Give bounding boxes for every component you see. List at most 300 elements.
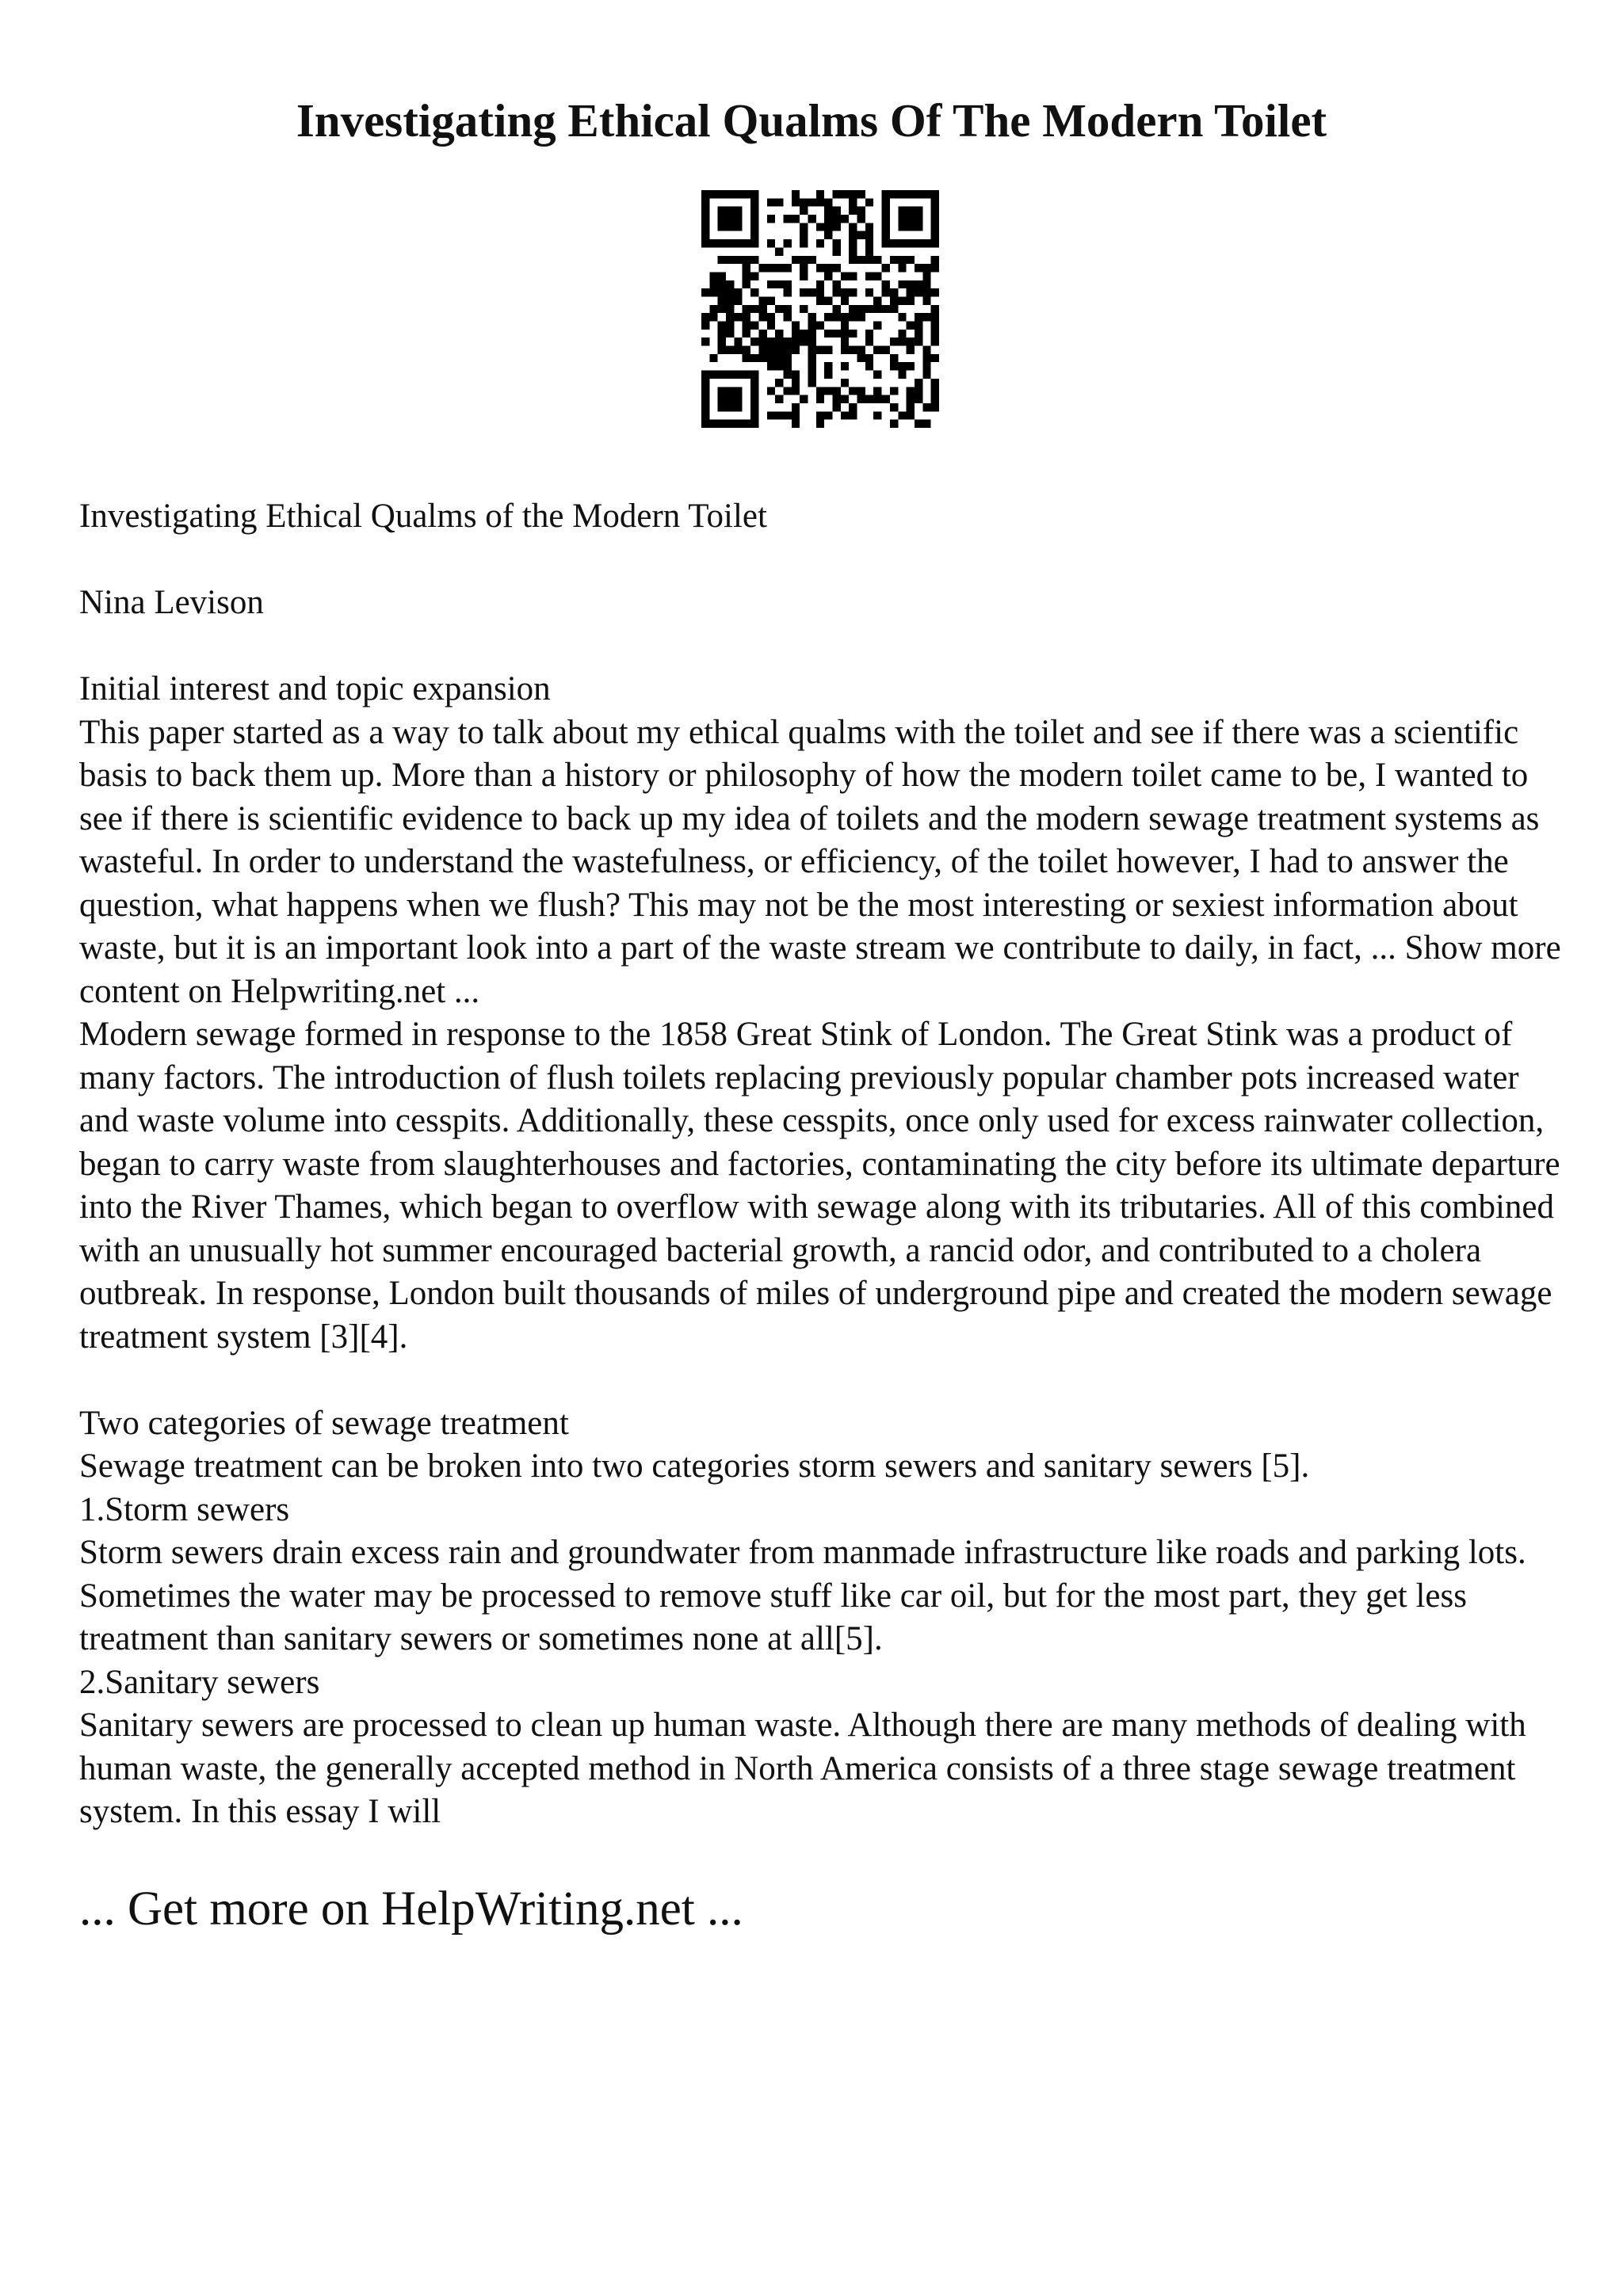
- qr-module: [800, 264, 808, 272]
- qr-module: [792, 198, 800, 206]
- qr-module: [833, 223, 841, 231]
- qr-module: [750, 239, 758, 247]
- qr-module: [907, 362, 915, 370]
- qr-module: [816, 387, 824, 395]
- qr-module: [726, 207, 734, 215]
- qr-module: [816, 264, 824, 272]
- qr-module: [709, 305, 717, 313]
- qr-module: [882, 198, 890, 206]
- qr-module: [767, 280, 775, 288]
- qr-module: [857, 231, 865, 239]
- qr-module: [890, 305, 898, 313]
- qr-module: [890, 288, 898, 296]
- qr-module: [915, 264, 922, 272]
- qr-module: [849, 411, 857, 419]
- qr-module: [931, 322, 939, 330]
- qr-module: [865, 272, 873, 280]
- qr-module: [750, 215, 758, 223]
- qr-module: [767, 346, 775, 354]
- qr-module: [882, 190, 890, 198]
- qr-module: [833, 288, 841, 296]
- qr-module: [873, 395, 881, 403]
- qr-module: [750, 395, 758, 403]
- qr-module: [800, 338, 808, 345]
- qr-module: [890, 256, 898, 264]
- qr-module: [734, 190, 742, 198]
- qr-module: [718, 395, 726, 403]
- qr-module: [718, 256, 726, 264]
- qr-module: [750, 256, 758, 264]
- qr-module: [701, 198, 709, 206]
- qr-module: [907, 395, 915, 403]
- qr-module: [833, 387, 841, 395]
- qr-module: [734, 371, 742, 379]
- qr-module: [857, 313, 865, 321]
- qr-module: [857, 256, 865, 264]
- qr-module: [931, 330, 939, 338]
- qr-module: [865, 362, 873, 370]
- qr-module: [726, 223, 734, 231]
- qr-module: [718, 272, 726, 280]
- qr-module: [726, 346, 734, 354]
- subheading-sanitary-sewers: 2.Sanitary sewers: [79, 1663, 320, 1701]
- qr-module: [849, 305, 857, 313]
- qr-module: [849, 239, 857, 247]
- qr-module: [907, 288, 915, 296]
- qr-module: [734, 296, 742, 304]
- document-subtitle: Investigating Ethical Qualms of the Modern Toilet: [79, 498, 767, 535]
- qr-module: [701, 313, 709, 321]
- qr-module: [922, 371, 930, 379]
- qr-module: [873, 305, 881, 313]
- qr-module: [931, 313, 939, 321]
- qr-module: [824, 313, 832, 321]
- qr-module: [907, 411, 915, 419]
- qr-module: [865, 338, 873, 345]
- qr-module: [816, 223, 824, 231]
- qr-module: [750, 223, 758, 231]
- qr-module: [718, 239, 726, 247]
- qr-module: [833, 280, 841, 288]
- qr-module: [824, 346, 832, 354]
- qr-module: [816, 395, 824, 403]
- qr-module: [931, 338, 939, 345]
- qr-module: [865, 247, 873, 255]
- qr-module: [931, 190, 939, 198]
- qr-module: [898, 223, 906, 231]
- paragraph-gap: [79, 1359, 1569, 1402]
- qr-module: [718, 403, 726, 411]
- qr-module: [865, 354, 873, 362]
- paragraph-gap: [79, 625, 1569, 669]
- qr-module: [898, 207, 906, 215]
- qr-module: [907, 223, 915, 231]
- qr-module: [758, 338, 766, 345]
- qr-module: [718, 215, 726, 223]
- qr-module: [726, 305, 734, 313]
- qr-module: [922, 354, 930, 362]
- qr-module: [841, 313, 849, 321]
- qr-module: [767, 313, 775, 321]
- qr-module: [898, 256, 906, 264]
- qr-module: [783, 362, 791, 370]
- document-body: [79, 495, 1569, 1834]
- qr-module: [824, 198, 832, 206]
- qr-module: [849, 198, 857, 206]
- qr-module: [931, 264, 939, 272]
- qr-module: [931, 387, 939, 395]
- qr-module: [841, 411, 849, 419]
- qr-module: [873, 322, 881, 330]
- qr-module: [800, 305, 808, 313]
- qr-module: [767, 264, 775, 272]
- qr-module: [783, 371, 791, 379]
- qr-module: [775, 280, 783, 288]
- qr-module: [701, 239, 709, 247]
- qr-module: [709, 313, 717, 321]
- qr-module: [701, 223, 709, 231]
- qr-module: [816, 296, 824, 304]
- qr-module: [750, 198, 758, 206]
- qr-module: [915, 207, 922, 215]
- qr-module: [701, 403, 709, 411]
- qr-module: [833, 239, 841, 247]
- qr-module: [907, 256, 915, 264]
- qr-module: [816, 280, 824, 288]
- qr-module: [907, 322, 915, 330]
- qr-module: [726, 280, 734, 288]
- qr-module: [743, 190, 750, 198]
- qr-module: [743, 272, 750, 280]
- qr-module: [922, 403, 930, 411]
- qr-module: [767, 387, 775, 395]
- qr-module: [758, 264, 766, 272]
- qr-module: [709, 420, 717, 428]
- section-heading-two-categories: Two categories of sewage treatment: [79, 1404, 569, 1442]
- qr-module: [907, 280, 915, 288]
- qr-module: [915, 215, 922, 223]
- qr-module: [701, 379, 709, 387]
- qr-module: [922, 288, 930, 296]
- qr-module: [808, 338, 815, 345]
- qr-module: [775, 354, 783, 362]
- qr-module: [890, 362, 898, 370]
- qr-module: [750, 420, 758, 428]
- qr-module: [718, 190, 726, 198]
- qr-module: [709, 272, 717, 280]
- qr-module: [873, 387, 881, 395]
- qr-module: [931, 403, 939, 411]
- qr-module: [849, 272, 857, 280]
- qr-module: [734, 346, 742, 354]
- qr-module: [734, 395, 742, 403]
- qr-module: [890, 420, 898, 428]
- qr-module: [750, 207, 758, 215]
- qr-module: [800, 330, 808, 338]
- qr-module: [824, 362, 832, 370]
- qr-module: [808, 362, 815, 370]
- qr-module: [931, 305, 939, 313]
- qr-module: [808, 313, 815, 321]
- qr-module: [783, 411, 791, 419]
- qr-module: [915, 322, 922, 330]
- paragraph-gap: [79, 539, 1569, 582]
- qr-module: [824, 223, 832, 231]
- qr-module: [841, 215, 849, 223]
- qr-module: [865, 231, 873, 239]
- qr-module: [718, 346, 726, 354]
- qr-module: [898, 239, 906, 247]
- qr-module: [758, 313, 766, 321]
- qr-module: [873, 256, 881, 264]
- qr-module: [873, 296, 881, 304]
- qr-module: [701, 215, 709, 223]
- qr-module: [726, 371, 734, 379]
- qr-module: [931, 198, 939, 206]
- qr-module: [750, 387, 758, 395]
- qr-module: [857, 354, 865, 362]
- qr-module: [922, 272, 930, 280]
- qr-module: [907, 207, 915, 215]
- qr-module: [873, 371, 881, 379]
- qr-module: [898, 411, 906, 419]
- qr-module: [922, 420, 930, 428]
- qr-module: [743, 264, 750, 272]
- qr-module: [726, 256, 734, 264]
- qr-module: [758, 354, 766, 362]
- qr-module: [833, 313, 841, 321]
- qr-module: [800, 395, 808, 403]
- qr-module: [808, 346, 815, 354]
- qr-module: [849, 231, 857, 239]
- qr-module: [833, 264, 841, 272]
- qr-module: [701, 338, 709, 345]
- qr-module: [882, 395, 890, 403]
- qr-module: [718, 223, 726, 231]
- qr-module: [726, 387, 734, 395]
- qr-module: [849, 223, 857, 231]
- document-title: Investigating Ethical Qualms Of The Modern Toilet: [296, 94, 1327, 147]
- qr-module: [857, 215, 865, 223]
- qr-module: [849, 190, 857, 198]
- qr-module: [898, 215, 906, 223]
- qr-module: [816, 198, 824, 206]
- qr-module: [718, 330, 726, 338]
- qr-module: [907, 403, 915, 411]
- qr-module: [849, 256, 857, 264]
- qr-module: [882, 215, 890, 223]
- qr-module: [816, 346, 824, 354]
- qr-module: [931, 354, 939, 362]
- qr-module: [775, 338, 783, 345]
- qr-module: [824, 264, 832, 272]
- qr-module: [841, 346, 849, 354]
- qr-module: [833, 330, 841, 338]
- qr-module: [857, 387, 865, 395]
- qr-module: [865, 256, 873, 264]
- qr-module: [898, 330, 906, 338]
- qr-module: [833, 190, 841, 198]
- qr-module: [718, 296, 726, 304]
- qr-module: [922, 264, 930, 272]
- qr-module: [726, 215, 734, 223]
- qr-module: [750, 288, 758, 296]
- qr-module: [743, 305, 750, 313]
- qr-module: [907, 215, 915, 223]
- qr-module: [792, 190, 800, 198]
- qr-module: [841, 338, 849, 345]
- qr-module: [743, 371, 750, 379]
- qr-module: [750, 411, 758, 419]
- qr-module: [824, 411, 832, 419]
- qr-module: [824, 371, 832, 379]
- qr-module: [816, 239, 824, 247]
- qr-module: [775, 346, 783, 354]
- qr-module: [767, 239, 775, 247]
- qr-module: [849, 247, 857, 255]
- qr-module: [792, 322, 800, 330]
- qr-module: [915, 223, 922, 231]
- section-body-two-categories: Sewage treatment can be broken into two categories storm sewers and sanitary sewers [5].: [79, 1447, 1310, 1485]
- qr-module: [841, 322, 849, 330]
- qr-module: [701, 190, 709, 198]
- qr-module: [865, 198, 873, 206]
- qr-module: [915, 387, 922, 395]
- qr-module: [792, 411, 800, 419]
- qr-module: [898, 264, 906, 272]
- qr-module: [849, 387, 857, 395]
- qr-module: [750, 379, 758, 387]
- qr-code-image: [701, 190, 939, 428]
- qr-module: [792, 371, 800, 379]
- qr-module: [890, 403, 898, 411]
- qr-module: [743, 330, 750, 338]
- qr-module: [915, 338, 922, 345]
- qr-module: [767, 198, 775, 206]
- qr-module: [931, 379, 939, 387]
- qr-module: [792, 420, 800, 428]
- qr-module: [750, 272, 758, 280]
- qr-module: [709, 354, 717, 362]
- qr-module: [873, 411, 881, 419]
- qr-module: [890, 387, 898, 395]
- qr-module: [783, 264, 791, 272]
- qr-module: [915, 420, 922, 428]
- qr-module: [783, 346, 791, 354]
- qr-module: [833, 207, 841, 215]
- qr-module: [800, 207, 808, 215]
- qr-module: [882, 346, 890, 354]
- qr-module: [792, 346, 800, 354]
- qr-module: [734, 223, 742, 231]
- qr-module: [849, 346, 857, 354]
- qr-module: [792, 338, 800, 345]
- qr-module: [758, 296, 766, 304]
- qr-module: [718, 420, 726, 428]
- qr-module: [849, 288, 857, 296]
- qr-module: [743, 239, 750, 247]
- qr-module: [865, 288, 873, 296]
- qr-module: [857, 346, 865, 354]
- section-body-initial-interest: This paper started as a way to talk about my ethical qualms with the toilet and see if there was a scientific basis to back them up. More than a history or philosophy of how the modern toilet came to be, I wanted to see if there is scientific evidence to back up my idea of toilets and the modern sewage treatment systems as wasteful. In order to understand the wastefulness, or efficiency, of the toilet however, I had to answer the question, what happens when we flush? This may not be the most interesting or sexiest information about waste, but it is an important look into a part of the waste stream we contribute to daily, in fact, ... Show more content on Helpwriting.net ...: [79, 713, 1561, 1010]
- qr-module: [898, 280, 906, 288]
- qr-module: [824, 296, 832, 304]
- qr-module: [816, 411, 824, 419]
- qr-module: [907, 239, 915, 247]
- qr-module: [750, 403, 758, 411]
- qr-module: [816, 322, 824, 330]
- subheading-storm-sewers: 1.Storm sewers: [79, 1490, 290, 1528]
- qr-module: [882, 288, 890, 296]
- qr-module: [734, 239, 742, 247]
- qr-module: [783, 288, 791, 296]
- qr-module: [726, 296, 734, 304]
- qr-module: [750, 231, 758, 239]
- qr-module: [750, 338, 758, 345]
- qr-module: [841, 379, 849, 387]
- qr-module: [775, 395, 783, 403]
- qr-module: [800, 272, 808, 280]
- qr-module: [750, 322, 758, 330]
- qr-module: [783, 387, 791, 395]
- qr-module: [718, 338, 726, 345]
- qr-module: [726, 313, 734, 321]
- qr-module: [931, 215, 939, 223]
- qr-module: [734, 215, 742, 223]
- qr-module: [701, 420, 709, 428]
- qr-module: [808, 371, 815, 379]
- qr-module: [841, 395, 849, 403]
- qr-module: [734, 420, 742, 428]
- qr-module: [931, 231, 939, 239]
- qr-module: [792, 387, 800, 395]
- qr-module: [890, 338, 898, 345]
- qr-module: [849, 207, 857, 215]
- qr-module: [709, 190, 717, 198]
- qr-module: [726, 420, 734, 428]
- qr-module: [743, 346, 750, 354]
- qr-module: [808, 330, 815, 338]
- qr-module: [907, 296, 915, 304]
- body-sanitary-sewers: Sanitary sewers are processed to clean up human waste. Although there are many methods of dealing with human waste, the generally accepted method in North America consists of a three stage sewage treatment system. In this essay I will: [79, 1707, 1526, 1830]
- qr-module: [898, 338, 906, 345]
- qr-module: [758, 305, 766, 313]
- qr-module: [767, 354, 775, 362]
- qr-module: [922, 280, 930, 288]
- qr-module: [750, 354, 758, 362]
- qr-module: [758, 330, 766, 338]
- qr-module: [743, 256, 750, 264]
- qr-module: [841, 272, 849, 280]
- qr-module: [882, 305, 890, 313]
- qr-module: [792, 330, 800, 338]
- qr-module: [808, 354, 815, 362]
- qr-module: [890, 354, 898, 362]
- qr-module: [890, 190, 898, 198]
- qr-module: [734, 288, 742, 296]
- qr-module: [915, 379, 922, 387]
- qr-module: [767, 411, 775, 419]
- qr-module: [726, 395, 734, 403]
- qr-module: [824, 330, 832, 338]
- qr-module: [709, 288, 717, 296]
- qr-module: [718, 280, 726, 288]
- qr-module: [743, 420, 750, 428]
- qr-module: [833, 403, 841, 411]
- qr-module: [857, 207, 865, 215]
- qr-module: [931, 395, 939, 403]
- qr-module: [808, 322, 815, 330]
